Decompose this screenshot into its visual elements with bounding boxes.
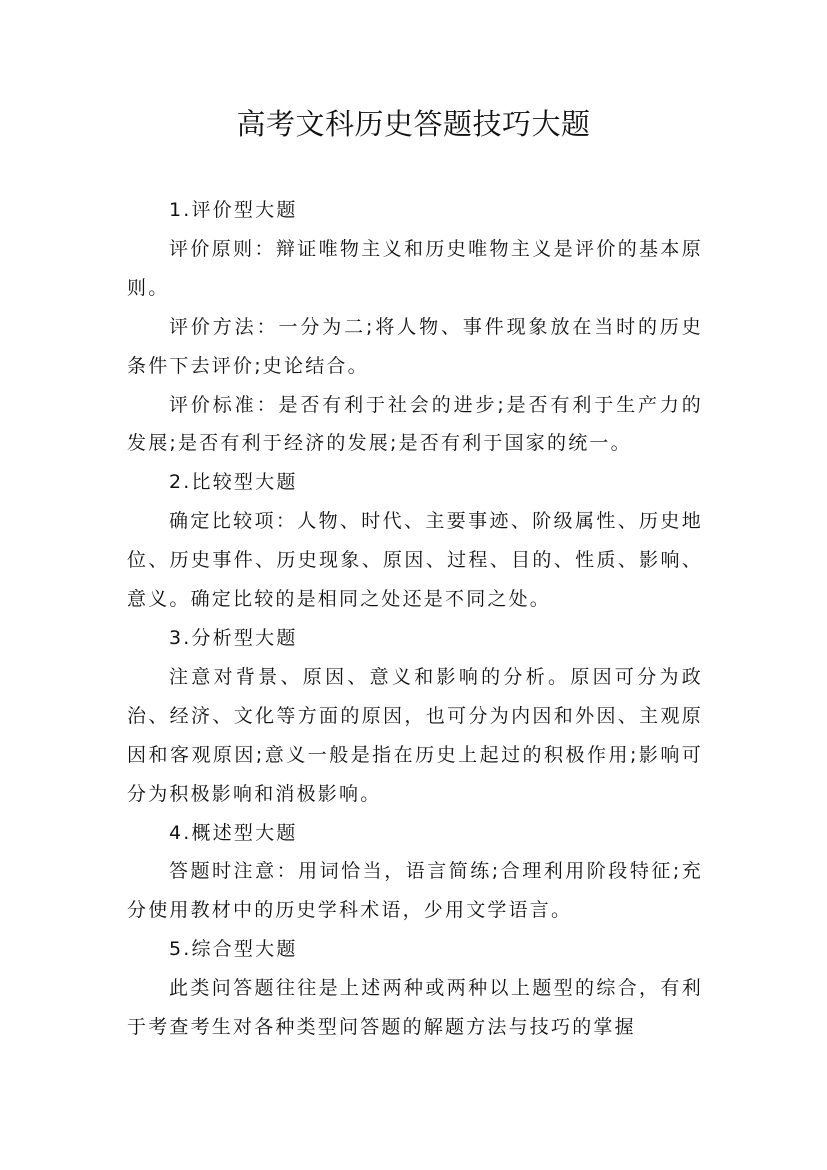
document-title: 高考文科历史答题技巧大题 [236,107,591,141]
paragraph-evaluation-principle: 评价原则：辩证唯物主义和历史唯物主义是评价的基本原则。 [127,237,703,299]
paragraph-comprehensive: 此类问答题往往是上述两种或两种以上题型的综合，有利于考查考生对各种类型问答题的解题方法与技巧的掌握 [127,977,703,1039]
document-body [127,191,703,1047]
paragraph-comparison-items: 确定比较项：人物、时代、主要事迹、阶级属性、历史地位、历史事件、历史现象、原因、过程、目的、性质、影响、意义。确定比较的是相同之处还是不同之处。 [127,510,703,611]
section-heading-analysis: 3.分析型大题 [169,626,298,649]
paragraph-summary: 答题时注意：用词恰当，语言简练;合理利用阶段特征;充分使用教材中的历史学科术语，少用文学语言。 [127,860,703,922]
paragraph-evaluation-standard: 评价标准：是否有利于社会的进步;是否有利于生产力的发展;是否有利于经济的发展;是否有利于国家的统一。 [127,393,703,455]
section-heading-evaluation: 1.评价型大题 [169,199,298,221]
section-heading-summary: 4.概述型大题 [169,821,298,844]
paragraph-evaluation-method: 评价方法：一分为二;将人物、事件现象放在当时的历史条件下去评价;史论结合。 [127,315,703,377]
paragraph-analysis: 注意对背景、原因、意义和影响的分析。原因可分为政治、经济、文化等方面的原因，也可分为内因和外因、主观原因和客观原因;意义一般是指在历史上起过的积极作用;影响可分为积极影响和消极影响。 [127,665,703,805]
section-heading-comprehensive: 5.综合型大题 [169,938,298,961]
section-heading-comparison: 2.比较型大题 [169,471,298,494]
